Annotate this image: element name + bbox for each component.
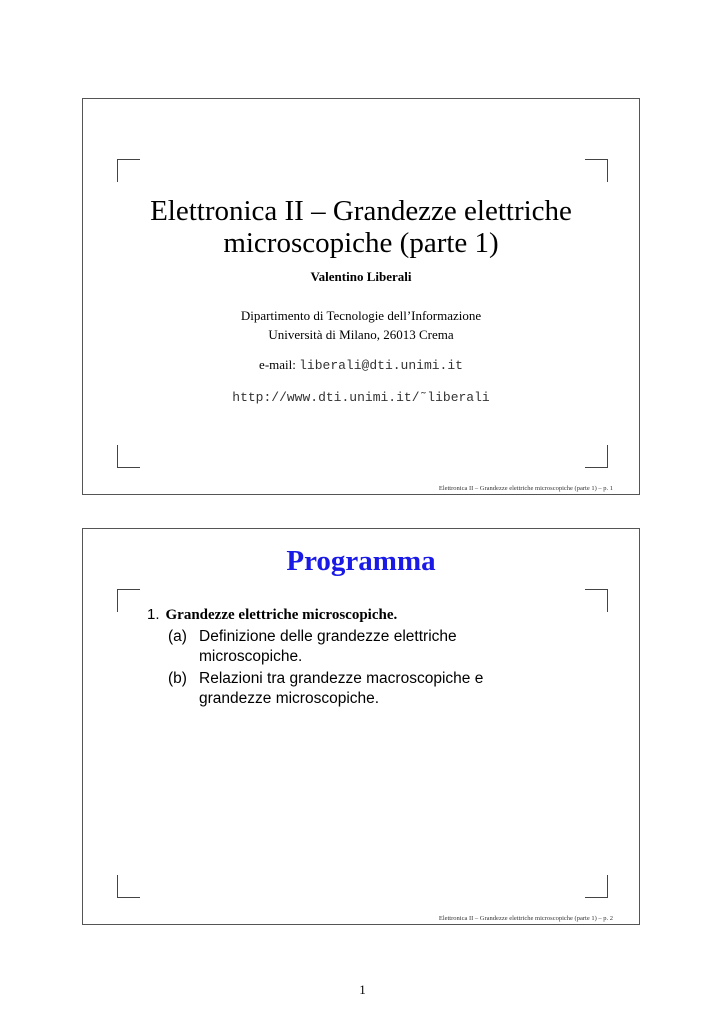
frame-corner-bottom-right — [585, 445, 608, 468]
frame-corner-top-right — [585, 159, 608, 182]
sub-item-label: (b) — [168, 670, 187, 687]
homepage-url: http://www.dti.unimi.it/˜liberali — [232, 390, 490, 405]
author-name: Valentino Liberali — [310, 269, 412, 284]
sub-item-a — [147, 627, 587, 667]
sub-item-text-line-2: grandezze microscopiche. — [199, 690, 380, 707]
outline-list — [147, 605, 587, 709]
url-line — [83, 388, 639, 406]
frame-corner-bottom-left — [117, 445, 140, 468]
slide-1 — [82, 98, 640, 495]
slide-2 — [82, 528, 640, 925]
list-item — [147, 605, 587, 625]
frame-corner-top-left — [117, 159, 140, 182]
frame-corner-bottom-left — [117, 875, 140, 898]
page-number: 1 — [359, 982, 366, 997]
sub-item-text-line-2: microscopiche. — [199, 648, 303, 665]
affiliation-university: Università di Milano, 26013 Crema — [268, 327, 454, 342]
affiliation-department: Dipartimento di Tecnologie dell’Informazione — [240, 308, 482, 323]
frame-corner-bottom-right — [585, 875, 608, 898]
slide-title — [83, 195, 639, 259]
frame-corner-top-left — [117, 589, 140, 612]
email-line — [83, 357, 639, 373]
slide-title-line-1: Elettronica II – Grandezze elettriche — [150, 195, 572, 227]
email-address: liberali@dti.unimi.it — [299, 358, 463, 373]
sub-item-text-line-1: Definizione delle grandezze elettriche — [199, 628, 457, 645]
frame-corner-top-right — [585, 589, 608, 612]
slide-footer: Elettronica II – Grandezze elettriche microscopiche (parte 1) – p. 1 — [438, 485, 613, 492]
sub-item-text-line-1: Relazioni tra grandezze macroscopiche e — [199, 670, 484, 687]
sub-item-b — [147, 669, 587, 709]
list-item-number: 1. — [147, 606, 160, 623]
slide-title-line-2: microscopiche (parte 1) — [223, 227, 499, 259]
affiliation — [83, 306, 639, 344]
slide-footer: Elettronica II – Grandezze elettriche microscopiche (parte 1) – p. 2 — [438, 915, 613, 922]
email-label: e-mail: — [259, 357, 296, 372]
list-item-text: Grandezze elettriche microscopiche. — [165, 607, 398, 623]
slide-title: Programma — [286, 545, 436, 577]
sub-item-label: (a) — [168, 628, 187, 645]
